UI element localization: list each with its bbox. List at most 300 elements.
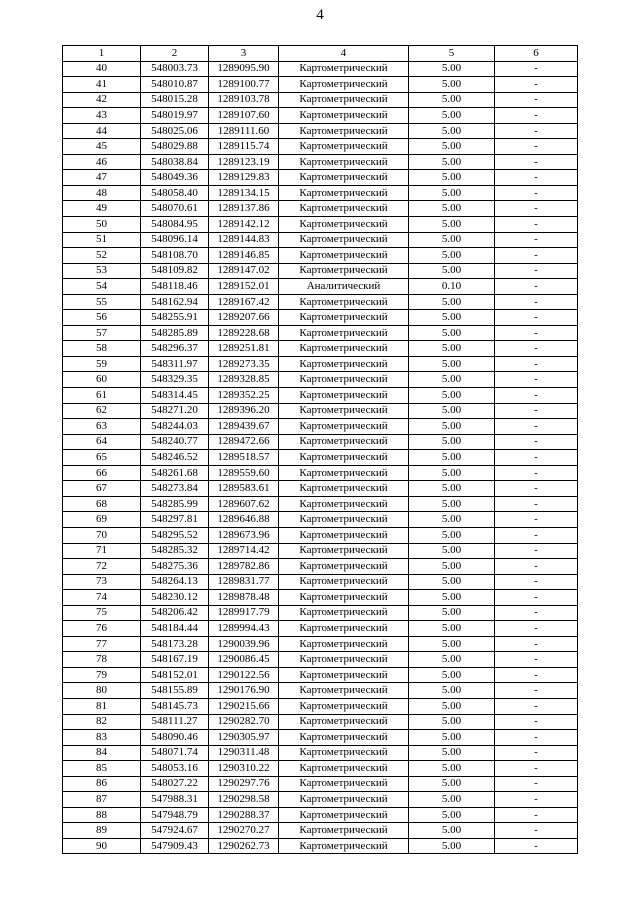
method-cell: Картометрический [279,527,409,543]
y-coordinate-cell: 1290288.37 [209,807,279,823]
point-number-cell: 87 [63,792,141,808]
table-row [63,139,578,155]
accuracy-cell: 5.00 [409,341,495,357]
method-cell: Картометрический [279,403,409,419]
y-coordinate-cell: 1289352.25 [209,388,279,404]
description-cell: - [495,714,578,730]
x-coordinate-cell: 548027.22 [141,776,209,792]
method-cell: Картометрический [279,310,409,326]
table-row [63,372,578,388]
method-cell: Картометрический [279,372,409,388]
description-cell: - [495,745,578,761]
accuracy-cell: 5.00 [409,465,495,481]
method-cell: Картометрический [279,434,409,450]
point-number-cell: 43 [63,108,141,124]
y-coordinate-cell: 1289167.42 [209,294,279,310]
method-cell: Картометрический [279,450,409,466]
method-cell: Картометрический [279,139,409,155]
table-row [63,730,578,746]
accuracy-cell: 5.00 [409,761,495,777]
method-cell: Картометрический [279,201,409,217]
accuracy-cell: 5.00 [409,170,495,186]
accuracy-cell: 5.00 [409,605,495,621]
x-coordinate-cell: 548090.46 [141,730,209,746]
point-number-cell: 79 [63,667,141,683]
y-coordinate-cell: 1289673.96 [209,527,279,543]
x-coordinate-cell: 548230.12 [141,590,209,606]
x-coordinate-cell: 548015.28 [141,92,209,108]
y-coordinate-cell: 1289228.68 [209,325,279,341]
accuracy-cell: 5.00 [409,776,495,792]
accuracy-cell: 5.00 [409,403,495,419]
x-coordinate-cell: 547948.79 [141,807,209,823]
point-number-cell: 85 [63,761,141,777]
y-coordinate-cell: 1290176.90 [209,683,279,699]
y-coordinate-cell: 1289142.12 [209,217,279,233]
table-row [63,792,578,808]
description-cell: - [495,123,578,139]
table-header-row [63,46,578,62]
point-number-cell: 53 [63,263,141,279]
point-number-cell: 63 [63,419,141,435]
table-row [63,683,578,699]
table-row [63,605,578,621]
description-cell: - [495,372,578,388]
method-cell: Картометрический [279,248,409,264]
accuracy-cell: 5.00 [409,325,495,341]
point-number-cell: 83 [63,730,141,746]
table-row [63,776,578,792]
method-cell: Аналитический [279,279,409,295]
x-coordinate-cell: 548285.89 [141,325,209,341]
description-cell: - [495,590,578,606]
description-cell: - [495,652,578,668]
x-coordinate-cell: 548271.20 [141,403,209,419]
y-coordinate-cell: 1290310.22 [209,761,279,777]
y-coordinate-cell: 1290122.56 [209,667,279,683]
y-coordinate-cell: 1289994.43 [209,621,279,637]
y-coordinate-cell: 1290305.97 [209,730,279,746]
accuracy-cell: 5.00 [409,714,495,730]
x-coordinate-cell: 548314.45 [141,388,209,404]
column-header: 6 [495,46,578,62]
point-number-cell: 66 [63,465,141,481]
description-cell: - [495,807,578,823]
point-number-cell: 77 [63,636,141,652]
accuracy-cell: 5.00 [409,807,495,823]
y-coordinate-cell: 1289107.60 [209,108,279,124]
method-cell: Картометрический [279,325,409,341]
y-coordinate-cell: 1289439.67 [209,419,279,435]
x-coordinate-cell: 548184.44 [141,621,209,637]
column-header: 1 [63,46,141,62]
description-cell: - [495,823,578,839]
method-cell: Картометрический [279,108,409,124]
y-coordinate-cell: 1290215.66 [209,698,279,714]
x-coordinate-cell: 547988.31 [141,792,209,808]
point-number-cell: 80 [63,683,141,699]
method-cell: Картометрический [279,496,409,512]
point-number-cell: 46 [63,154,141,170]
accuracy-cell: 5.00 [409,652,495,668]
y-coordinate-cell: 1289100.77 [209,77,279,93]
y-coordinate-cell: 1289714.42 [209,543,279,559]
table-row [63,574,578,590]
description-cell: - [495,403,578,419]
x-coordinate-cell: 548167.19 [141,652,209,668]
point-number-cell: 58 [63,341,141,357]
accuracy-cell: 5.00 [409,248,495,264]
table-row [63,185,578,201]
description-cell: - [495,279,578,295]
accuracy-cell: 5.00 [409,185,495,201]
description-cell: - [495,667,578,683]
point-number-cell: 72 [63,559,141,575]
description-cell: - [495,527,578,543]
x-coordinate-cell: 548096.14 [141,232,209,248]
table-row [63,419,578,435]
x-coordinate-cell: 548155.89 [141,683,209,699]
description-cell: - [495,496,578,512]
table-row [63,232,578,248]
description-cell: - [495,139,578,155]
point-number-cell: 56 [63,310,141,326]
table-row [63,590,578,606]
x-coordinate-cell: 548285.32 [141,543,209,559]
x-coordinate-cell: 548162.94 [141,294,209,310]
method-cell: Картометрический [279,294,409,310]
x-coordinate-cell: 548111.27 [141,714,209,730]
table-row [63,279,578,295]
x-coordinate-cell: 547909.43 [141,838,209,854]
description-cell: - [495,792,578,808]
point-number-cell: 54 [63,279,141,295]
point-number-cell: 74 [63,590,141,606]
table-row [63,434,578,450]
y-coordinate-cell: 1290039.96 [209,636,279,652]
accuracy-cell: 5.00 [409,310,495,326]
y-coordinate-cell: 1289831.77 [209,574,279,590]
x-coordinate-cell: 548255.91 [141,310,209,326]
x-coordinate-cell: 548240.77 [141,434,209,450]
x-coordinate-cell: 548244.03 [141,419,209,435]
y-coordinate-cell: 1290282.70 [209,714,279,730]
table-row [63,388,578,404]
table-row [63,403,578,419]
method-cell: Картометрический [279,465,409,481]
point-number-cell: 82 [63,714,141,730]
method-cell: Картометрический [279,341,409,357]
point-number-cell: 64 [63,434,141,450]
table-row [63,465,578,481]
table-row [63,807,578,823]
description-cell: - [495,248,578,264]
table-row [63,248,578,264]
accuracy-cell: 5.00 [409,838,495,854]
method-cell: Картометрический [279,217,409,233]
accuracy-cell: 5.00 [409,356,495,372]
point-number-cell: 68 [63,496,141,512]
point-number-cell: 59 [63,356,141,372]
accuracy-cell: 5.00 [409,698,495,714]
y-coordinate-cell: 1289583.61 [209,481,279,497]
description-cell: - [495,325,578,341]
x-coordinate-cell: 548019.97 [141,108,209,124]
method-cell: Картометрический [279,621,409,637]
table-row [63,698,578,714]
y-coordinate-cell: 1289111.60 [209,123,279,139]
method-cell: Картометрический [279,356,409,372]
y-coordinate-cell: 1289273.35 [209,356,279,372]
point-number-cell: 50 [63,217,141,233]
table-row [63,450,578,466]
y-coordinate-cell: 1290086.45 [209,652,279,668]
y-coordinate-cell: 1289472.66 [209,434,279,450]
column-header: 5 [409,46,495,62]
y-coordinate-cell: 1289251.81 [209,341,279,357]
y-coordinate-cell: 1290262.73 [209,838,279,854]
accuracy-cell: 5.00 [409,263,495,279]
accuracy-cell: 5.00 [409,792,495,808]
y-coordinate-cell: 1289917.79 [209,605,279,621]
point-number-cell: 51 [63,232,141,248]
point-number-cell: 45 [63,139,141,155]
x-coordinate-cell: 548118.46 [141,279,209,295]
column-header: 4 [279,46,409,62]
accuracy-cell: 5.00 [409,496,495,512]
method-cell: Картометрический [279,77,409,93]
table-row [63,745,578,761]
x-coordinate-cell: 547924.67 [141,823,209,839]
table-row [63,217,578,233]
x-coordinate-cell: 548285.99 [141,496,209,512]
description-cell: - [495,574,578,590]
description-cell: - [495,730,578,746]
description-cell: - [495,294,578,310]
table-row [63,761,578,777]
method-cell: Картометрический [279,823,409,839]
description-cell: - [495,559,578,575]
method-cell: Картометрический [279,123,409,139]
method-cell: Картометрический [279,92,409,108]
description-cell: - [495,310,578,326]
description-cell: - [495,154,578,170]
x-coordinate-cell: 548071.74 [141,745,209,761]
accuracy-cell: 5.00 [409,481,495,497]
point-number-cell: 42 [63,92,141,108]
y-coordinate-cell: 1290270.27 [209,823,279,839]
x-coordinate-cell: 548003.73 [141,61,209,77]
accuracy-cell: 5.00 [409,388,495,404]
description-cell: - [495,683,578,699]
y-coordinate-cell: 1289646.88 [209,512,279,528]
y-coordinate-cell: 1289134.15 [209,185,279,201]
table-row [63,356,578,372]
x-coordinate-cell: 548152.01 [141,667,209,683]
method-cell: Картометрический [279,807,409,823]
table-row [63,636,578,652]
accuracy-cell: 5.00 [409,139,495,155]
table-body [63,61,578,854]
accuracy-cell: 5.00 [409,559,495,575]
point-number-cell: 78 [63,652,141,668]
point-number-cell: 65 [63,450,141,466]
description-cell: - [495,465,578,481]
y-coordinate-cell: 1289115.74 [209,139,279,155]
point-number-cell: 60 [63,372,141,388]
point-number-cell: 84 [63,745,141,761]
accuracy-cell: 5.00 [409,574,495,590]
method-cell: Картометрический [279,838,409,854]
table-row [63,823,578,839]
table-row [63,263,578,279]
description-cell: - [495,636,578,652]
table-row [63,838,578,854]
table-row [63,92,578,108]
accuracy-cell: 5.00 [409,527,495,543]
method-cell: Картометрический [279,232,409,248]
point-number-cell: 40 [63,61,141,77]
x-coordinate-cell: 548261.68 [141,465,209,481]
description-cell: - [495,776,578,792]
x-coordinate-cell: 548297.81 [141,512,209,528]
x-coordinate-cell: 548173.28 [141,636,209,652]
x-coordinate-cell: 548109.82 [141,263,209,279]
point-number-cell: 49 [63,201,141,217]
table-row [63,481,578,497]
method-cell: Картометрический [279,154,409,170]
description-cell: - [495,512,578,528]
accuracy-cell: 5.00 [409,419,495,435]
point-number-cell: 75 [63,605,141,621]
method-cell: Картометрический [279,559,409,575]
method-cell: Картометрический [279,636,409,652]
method-cell: Картометрический [279,574,409,590]
point-number-cell: 41 [63,77,141,93]
y-coordinate-cell: 1290297.76 [209,776,279,792]
column-header: 2 [141,46,209,62]
description-cell: - [495,481,578,497]
y-coordinate-cell: 1289207.66 [209,310,279,326]
method-cell: Картометрический [279,745,409,761]
y-coordinate-cell: 1289152.01 [209,279,279,295]
table-row [63,652,578,668]
table-row [63,61,578,77]
x-coordinate-cell: 548025.06 [141,123,209,139]
point-number-cell: 48 [63,185,141,201]
description-cell: - [495,450,578,466]
point-number-cell: 55 [63,294,141,310]
description-cell: - [495,232,578,248]
accuracy-cell: 5.00 [409,123,495,139]
point-number-cell: 81 [63,698,141,714]
method-cell: Картометрический [279,730,409,746]
accuracy-cell: 5.00 [409,543,495,559]
point-number-cell: 70 [63,527,141,543]
accuracy-cell: 5.00 [409,61,495,77]
accuracy-cell: 5.00 [409,92,495,108]
x-coordinate-cell: 548311.97 [141,356,209,372]
y-coordinate-cell: 1289095.90 [209,61,279,77]
accuracy-cell: 5.00 [409,217,495,233]
method-cell: Картометрический [279,776,409,792]
column-header: 3 [209,46,279,62]
table-row [63,201,578,217]
description-cell: - [495,605,578,621]
accuracy-cell: 5.00 [409,512,495,528]
description-cell: - [495,388,578,404]
method-cell: Картометрический [279,61,409,77]
y-coordinate-cell: 1289123.19 [209,154,279,170]
method-cell: Картометрический [279,543,409,559]
description-cell: - [495,761,578,777]
x-coordinate-cell: 548246.52 [141,450,209,466]
description-cell: - [495,170,578,186]
method-cell: Картометрический [279,667,409,683]
description-cell: - [495,356,578,372]
x-coordinate-cell: 548108.70 [141,248,209,264]
accuracy-cell: 5.00 [409,294,495,310]
point-number-cell: 76 [63,621,141,637]
y-coordinate-cell: 1289518.57 [209,450,279,466]
description-cell: - [495,108,578,124]
y-coordinate-cell: 1289559.60 [209,465,279,481]
point-number-cell: 52 [63,248,141,264]
x-coordinate-cell: 548145.73 [141,698,209,714]
description-cell: - [495,185,578,201]
table-row [63,621,578,637]
accuracy-cell: 5.00 [409,372,495,388]
point-number-cell: 62 [63,403,141,419]
point-number-cell: 57 [63,325,141,341]
point-number-cell: 61 [63,388,141,404]
page-number: 4 [316,7,324,23]
table-row [63,123,578,139]
accuracy-cell: 5.00 [409,621,495,637]
y-coordinate-cell: 1290311.48 [209,745,279,761]
method-cell: Картометрический [279,170,409,186]
method-cell: Картометрический [279,185,409,201]
y-coordinate-cell: 1289782.86 [209,559,279,575]
accuracy-cell: 5.00 [409,450,495,466]
accuracy-cell: 5.00 [409,232,495,248]
y-coordinate-cell: 1289328.85 [209,372,279,388]
table-row [63,714,578,730]
accuracy-cell: 5.00 [409,154,495,170]
accuracy-cell: 5.00 [409,636,495,652]
point-number-cell: 67 [63,481,141,497]
accuracy-cell: 5.00 [409,745,495,761]
table-row [63,543,578,559]
description-cell: - [495,838,578,854]
accuracy-cell: 5.00 [409,683,495,699]
description-cell: - [495,217,578,233]
x-coordinate-cell: 548295.52 [141,527,209,543]
y-coordinate-cell: 1289607.62 [209,496,279,512]
method-cell: Картометрический [279,590,409,606]
method-cell: Картометрический [279,652,409,668]
point-number-cell: 86 [63,776,141,792]
accuracy-cell: 5.00 [409,108,495,124]
x-coordinate-cell: 548264.13 [141,574,209,590]
method-cell: Картометрический [279,761,409,777]
description-cell: - [495,77,578,93]
y-coordinate-cell: 1289137.86 [209,201,279,217]
x-coordinate-cell: 548084.95 [141,217,209,233]
method-cell: Картометрический [279,263,409,279]
y-coordinate-cell: 1289396.20 [209,403,279,419]
method-cell: Картометрический [279,698,409,714]
